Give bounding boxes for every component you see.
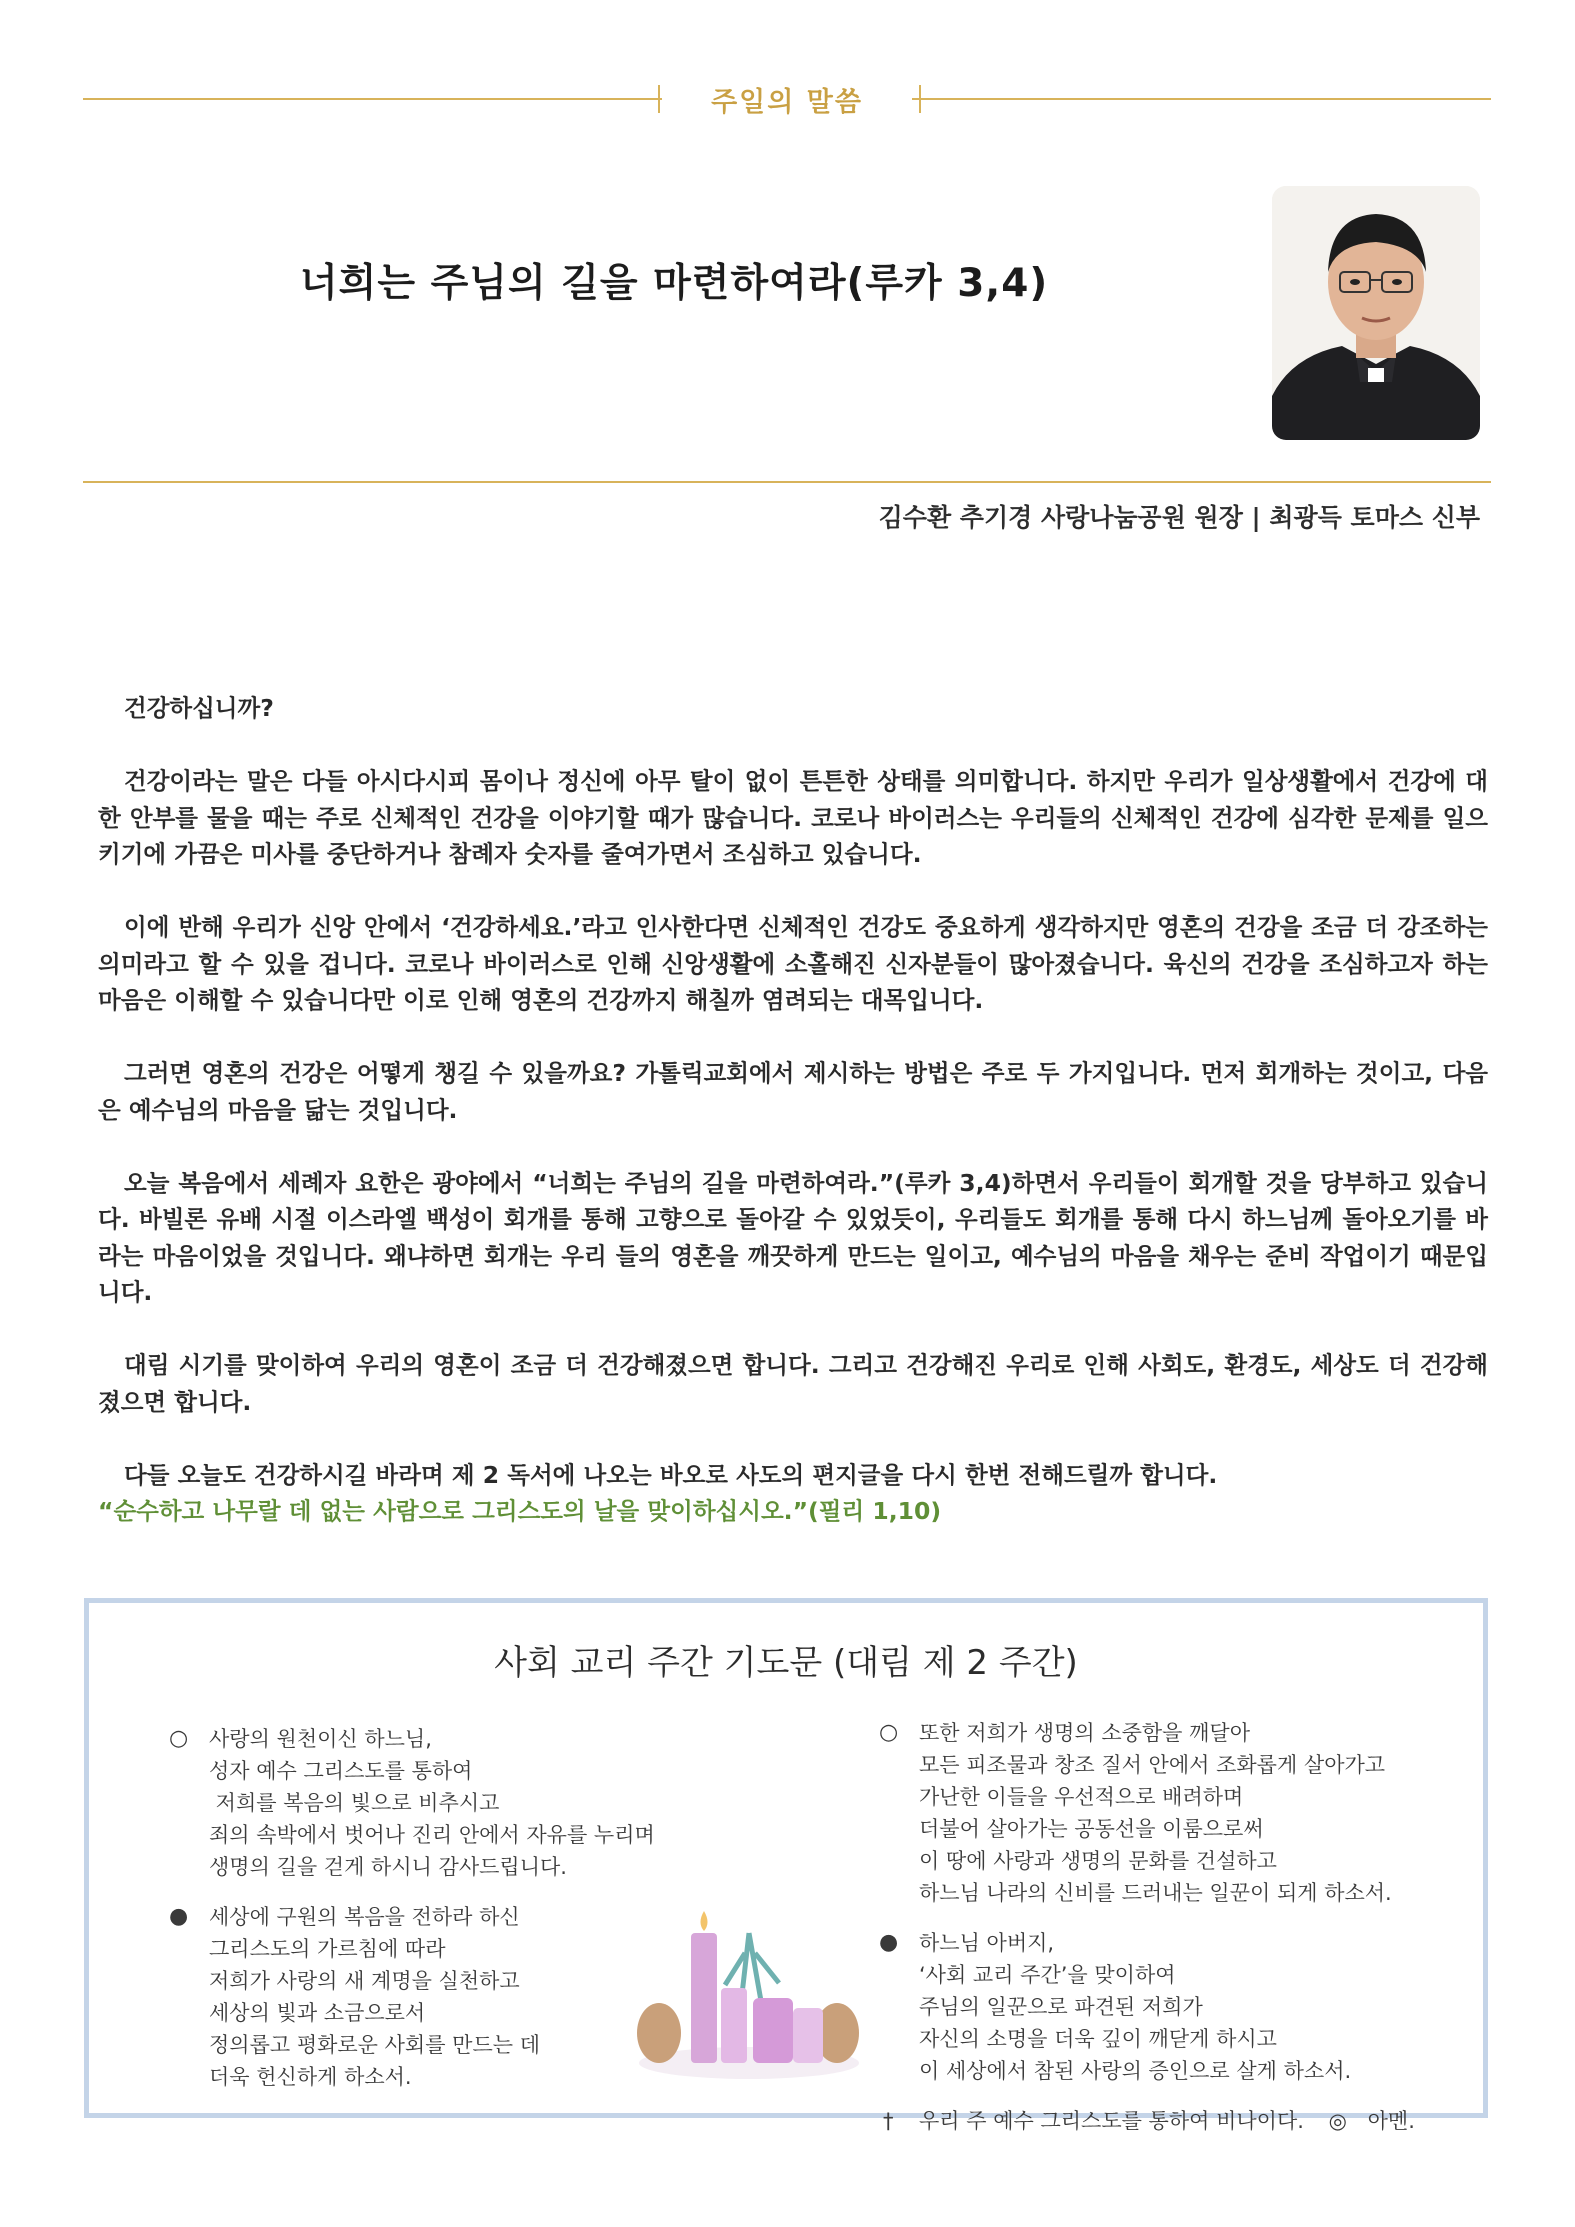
prayer-line: 더욱 헌신하게 하소서. xyxy=(209,2065,412,2089)
prayer-ending xyxy=(879,2105,1439,2137)
prayer-title: 사회 교리 주간 기도문 (대림 제 2 주간) xyxy=(494,1643,1078,1683)
header-rule-tick-left xyxy=(658,85,660,113)
prayer-stanza xyxy=(879,1717,1439,1909)
double-circle-icon: ◎ xyxy=(1328,2109,1347,2133)
paragraph xyxy=(98,1457,1488,1530)
prayer-line: 하느님 나라의 신비를 드러내는 일꾼이 되게 하소서. xyxy=(919,1881,1392,1905)
closing-sentence: 다들 오늘도 건강하시길 바라며 제 2 독서에 나오는 바오로 사도의 편지글을 다시 한번 전해드릴까 합니다. xyxy=(124,1460,1218,1489)
paragraph: 이에 반해 우리가 신앙 안에서 ‘건강하세요.’라고 인사한다면 신체적인 건강도 중요하게 생각하지만 영혼의 건강을 조금 더 강조하는 의미라고 할 수 있을 겁니다. 코로나 바이러스로 인해 신앙생활에 소홀해진 신자분들이 많아졌습니다. 육신의 건강을 조심하고자 하는 마음은 이해할 수 있습니다만 이로 인해 영혼의 건강까지 해칠까 염려되는 대목입니다. xyxy=(98,913,1488,1014)
prayer-line: 그리스도의 가르침에 따라 xyxy=(209,1937,446,1961)
sermon-body xyxy=(98,690,1488,1530)
filled-circle-icon: ● xyxy=(879,1930,899,1955)
prayer-line: 가난한 이들을 우선적으로 배려하며 xyxy=(919,1785,1244,1809)
prayer-stanza xyxy=(169,1723,669,1883)
prayer-line: 성자 예수 그리스도를 통하여 xyxy=(209,1759,473,1783)
amen-text: 아멘. xyxy=(1367,2109,1415,2133)
prayer-line: 이 세상에서 참된 사랑의 증인으로 살게 하소서. xyxy=(919,2059,1352,2083)
prayer-line: 정의롭고 평화로운 사회를 만드는 데 xyxy=(209,2033,540,2057)
prayer-line: 저희가 사랑의 새 계명을 실천하고 xyxy=(209,1969,520,1993)
header-rule-tick-right xyxy=(919,85,921,113)
dagger-icon: † xyxy=(883,2109,894,2133)
scripture-quote: “순수하고 나무랄 데 없는 사람으로 그리스도의 날을 맞이하십시오.”(필리 1,10) xyxy=(98,1497,942,1525)
prayer-line: 주님의 일꾼으로 파견된 저희가 xyxy=(919,1995,1203,2019)
open-circle-icon: ○ xyxy=(169,1726,189,1751)
section-divider xyxy=(83,481,1491,483)
prayer-column-right xyxy=(879,1717,1439,2137)
prayer-line: 사랑의 원천이신 하느님, xyxy=(209,1727,432,1751)
greeting: 건강하십니까? xyxy=(124,694,274,722)
page-title: 너희는 주님의 길을 마련하여라(루카 3,4) xyxy=(300,261,1049,306)
section-label: 주일의 말씀 xyxy=(662,82,912,124)
filled-circle-icon: ● xyxy=(169,1904,189,1929)
open-circle-icon: ○ xyxy=(879,1720,899,1745)
author-portrait xyxy=(1272,186,1480,440)
prayer-line: 모든 피조물과 창조 질서 안에서 조화롭게 살아가고 xyxy=(919,1753,1386,1777)
prayer-stanza xyxy=(169,1901,669,2093)
prayer-line: 세상의 빛과 소금으로서 xyxy=(209,2001,426,2025)
paragraph: 대림 시기를 맞이하여 우리의 영혼이 조금 더 건강해졌으면 합니다. 그리고 건강해진 우리로 인해 사회도, 환경도, 세상도 더 건강해졌으면 합니다. xyxy=(98,1351,1488,1416)
prayer-line: ‘사회 교리 주간’을 맞이하여 xyxy=(919,1963,1176,1987)
prayer-column-left xyxy=(169,1723,669,2111)
paragraph: 그러면 영혼의 건강은 어떻게 챙길 수 있을까요? 가톨릭교회에서 제시하는 방법은 주로 두 가지입니다. 먼저 회개하는 것이고, 다음은 예수님의 마음을 닮는 것입니다. xyxy=(98,1059,1488,1124)
prayer-line: 더불어 살아가는 공동선을 이룸으로써 xyxy=(919,1817,1264,1841)
prayer-line: 생명의 길을 걷게 하시니 감사드립니다. xyxy=(209,1855,567,1879)
prayer-box xyxy=(84,1598,1488,2133)
advent-candles-illustration xyxy=(629,1893,869,2083)
paragraph: 오늘 복음에서 세례자 요한은 광야에서 “너희는 주님의 길을 마련하여라.”(루카 3,4)하면서 우리들이 회개할 것을 당부하고 있습니다. 바빌론 유배 시절 이스라엘 백성이 회개를 통해 고향으로 돌아갈 수 있었듯이, 우리들도 회개를 통해 다시 하느님께 돌아오기를 바라는 마음이었을 것입니다. 왜냐하면 회개는 우리 들의 영혼을 깨끗하게 만드는 일이고, 예수님의 마음을 채우는 준비 작업이기 때문입니다. xyxy=(98,1168,1488,1306)
ending-text: 우리 주 예수 그리스도를 통하여 비나이다. xyxy=(919,2109,1304,2133)
prayer-line: 이 땅에 사랑과 생명의 문화를 건설하고 xyxy=(919,1849,1277,1873)
prayer-line: 하느님 아버지, xyxy=(919,1931,1055,1955)
author-byline: 김수환 추기경 사랑나눔공원 원장 | 최광득 토마스 신부 xyxy=(878,503,1480,532)
prayer-stanza xyxy=(879,1927,1439,2087)
prayer-line: 또한 저희가 생명의 소중함을 깨달아 xyxy=(919,1721,1250,1745)
paragraph: 건강이라는 말은 다들 아시다시피 몸이나 정신에 아무 탈이 없이 튼튼한 상태를 의미합니다. 하지만 우리가 일상생활에서 건강에 대한 안부를 물을 때는 주로 신체적인 건강을 이야기할 때가 많습니다. 코로나 바이러스는 우리들의 신체적인 건강에 심각한 문제를 일으키기에 가끔은 미사를 중단하거나 참례자 숫자를 줄여가면서 조심하고 있습니다. xyxy=(98,767,1488,868)
prayer-line: 죄의 속박에서 벗어나 진리 안에서 자유를 누리며 xyxy=(209,1823,655,1847)
prayer-line: 세상에 구원의 복음을 전하라 하신 xyxy=(209,1905,520,1929)
prayer-line: 저희를 복음의 빛으로 비추시고 xyxy=(209,1791,500,1815)
prayer-line: 자신의 소명을 더욱 깊이 깨닫게 하시고 xyxy=(919,2027,1277,2051)
